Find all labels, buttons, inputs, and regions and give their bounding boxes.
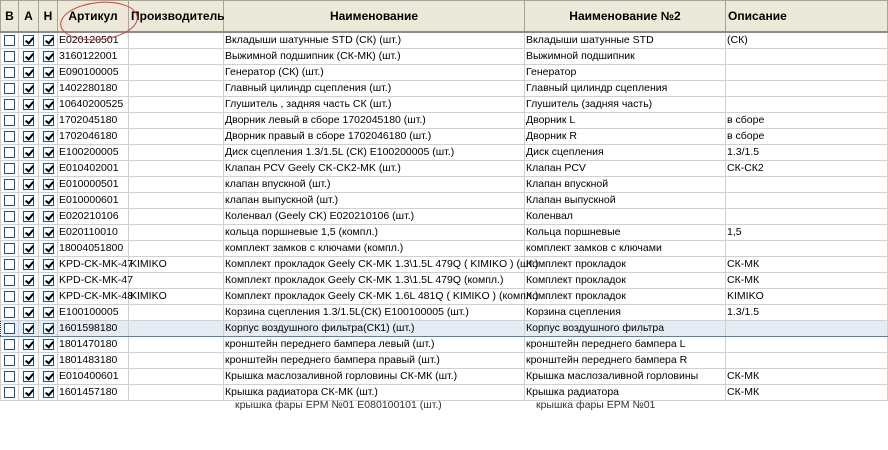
cell-article[interactable]: E020110010: [58, 225, 129, 241]
cell-v: [1, 337, 19, 353]
cell-a: [19, 273, 39, 289]
cell-name2[interactable]: Комплект прокладок: [525, 289, 726, 305]
cell-desc[interactable]: СК-МК: [726, 369, 888, 385]
checkbox-n[interactable]: [43, 371, 54, 382]
checkbox-a[interactable]: [23, 67, 34, 78]
cell-v: [1, 161, 19, 177]
cell-producer[interactable]: [129, 145, 224, 161]
column-header-producer[interactable]: Производитель: [129, 1, 224, 33]
cell-producer[interactable]: [129, 225, 224, 241]
cell-desc[interactable]: [726, 193, 888, 209]
cell-desc[interactable]: СК-МК: [726, 385, 888, 401]
checkbox-a[interactable]: [23, 227, 34, 238]
cell-name2[interactable]: Генератор: [525, 65, 726, 81]
checkbox-v[interactable]: [4, 243, 15, 254]
cell-name2[interactable]: Глушитель (задняя часть): [525, 97, 726, 113]
cell-a: [19, 209, 39, 225]
partial-row: [0, 399, 771, 413]
cell-name2[interactable]: Комплект прокладок: [525, 273, 726, 289]
cell-v: [1, 97, 19, 113]
checkbox-n[interactable]: [43, 355, 54, 366]
cell-a: [19, 113, 39, 129]
cell-name[interactable]: клапан выпускной (шт.): [224, 193, 525, 209]
checkbox-n[interactable]: [43, 51, 54, 62]
cell-desc[interactable]: [726, 49, 888, 65]
checkbox-v[interactable]: [4, 147, 15, 158]
checkbox-v[interactable]: [4, 115, 15, 126]
cell-v: [1, 32, 19, 49]
cell-name2[interactable]: Клапан выпускной: [525, 193, 726, 209]
cell-name[interactable]: Дворник левый в сборе 1702045180 (шт.): [224, 113, 525, 129]
cell-n: [39, 385, 58, 401]
cell-article[interactable]: 18004051800: [58, 241, 129, 257]
cell-v: [1, 369, 19, 385]
table-row[interactable]: [1, 385, 888, 401]
partial-row-name2: крышка фары EPM №01: [536, 399, 656, 411]
cell-a: [19, 369, 39, 385]
cell-article[interactable]: KPD-CK-MK-47: [58, 257, 129, 273]
cell-name[interactable]: Комплект прокладок Geely CK-MK 1.3\1.5L 479Q (компл.): [224, 273, 525, 289]
cell-a: [19, 337, 39, 353]
table-row[interactable]: [1, 209, 888, 225]
table-row[interactable]: [1, 289, 888, 305]
cell-n: [39, 65, 58, 81]
cell-a: [19, 289, 39, 305]
cell-name[interactable]: Крышка маслозаливной горловины СК-МК (шт.): [224, 369, 525, 385]
checkbox-a[interactable]: [23, 339, 34, 350]
checkbox-a[interactable]: [23, 83, 34, 94]
checkbox-n[interactable]: [43, 323, 54, 334]
cell-article[interactable]: E010000501: [58, 177, 129, 193]
checkbox-v[interactable]: [4, 99, 15, 110]
cell-producer[interactable]: [129, 305, 224, 321]
checkbox-a[interactable]: [23, 211, 34, 222]
cell-name[interactable]: клапан впускной (шт.): [224, 177, 525, 193]
checkbox-n[interactable]: [43, 83, 54, 94]
cell-v: [1, 289, 19, 305]
cell-name2[interactable]: Кольца поршневые: [525, 225, 726, 241]
cell-v: [1, 145, 19, 161]
cell-n: [39, 145, 58, 161]
checkbox-a[interactable]: [23, 51, 34, 62]
checkbox-v[interactable]: [4, 339, 15, 350]
cell-a: [19, 177, 39, 193]
cell-article[interactable]: 1801483180: [58, 353, 129, 369]
cell-desc[interactable]: [726, 209, 888, 225]
checkbox-n[interactable]: [43, 67, 54, 78]
checkbox-v[interactable]: [4, 51, 15, 62]
cell-name[interactable]: Комплект прокладок Geely CK-MK 1.3\1.5L 479Q ( KIMIKO ) (шт.): [224, 257, 525, 273]
cell-article[interactable]: 1702045180: [58, 113, 129, 129]
cell-name2[interactable]: Коленвал: [525, 209, 726, 225]
column-header-a[interactable]: А: [19, 1, 39, 33]
cell-name2[interactable]: Корзина сцепления: [525, 305, 726, 321]
checkbox-a[interactable]: [23, 323, 34, 334]
column-header-v[interactable]: В: [1, 1, 19, 33]
cell-v: [1, 225, 19, 241]
cell-desc[interactable]: KIMIKO: [726, 289, 888, 305]
checkbox-n[interactable]: [43, 211, 54, 222]
cell-name[interactable]: Выжимной подшипник (СК-МК) (шт.): [224, 49, 525, 65]
cell-producer[interactable]: [129, 49, 224, 65]
cell-article[interactable]: 1601598180: [58, 321, 129, 337]
cell-article[interactable]: KPD-CK-MK-47: [58, 273, 129, 289]
cell-desc[interactable]: СК-МК: [726, 257, 888, 273]
cell-article[interactable]: 3160122001: [58, 49, 129, 65]
cell-n: [39, 225, 58, 241]
checkbox-v[interactable]: [4, 35, 15, 46]
cell-producer[interactable]: [129, 81, 224, 97]
checkbox-v[interactable]: [4, 307, 15, 318]
cell-name[interactable]: Дворник правый в сборе 1702046180 (шт.): [224, 129, 525, 145]
cell-n: [39, 305, 58, 321]
cell-n: [39, 113, 58, 129]
cell-producer[interactable]: [129, 97, 224, 113]
cell-desc[interactable]: [726, 321, 888, 337]
checkbox-n[interactable]: [43, 291, 54, 302]
cell-producer[interactable]: [129, 241, 224, 257]
column-header-desc[interactable]: Описание: [726, 1, 888, 33]
table-row[interactable]: [1, 193, 888, 209]
table-row[interactable]: [1, 81, 888, 97]
column-header-article[interactable]: Артикул: [58, 1, 129, 33]
cell-v: [1, 81, 19, 97]
cell-desc[interactable]: в сборе: [726, 113, 888, 129]
cell-name[interactable]: Вкладыши шатунные STD (СК) (шт.): [224, 32, 525, 49]
cell-name[interactable]: Главный цилиндр сцепления (шт.): [224, 81, 525, 97]
cell-desc[interactable]: [726, 177, 888, 193]
cell-name2[interactable]: Диск сцепления: [525, 145, 726, 161]
cell-name2[interactable]: Клапан PCV: [525, 161, 726, 177]
cell-producer[interactable]: [129, 385, 224, 401]
checkbox-v[interactable]: [4, 83, 15, 94]
cell-producer[interactable]: [129, 337, 224, 353]
cell-a: [19, 49, 39, 65]
cell-name2[interactable]: Выжимной подшипник: [525, 49, 726, 65]
cell-producer[interactable]: [129, 161, 224, 177]
table-row[interactable]: [1, 225, 888, 241]
column-header-n[interactable]: Н: [39, 1, 58, 33]
checkbox-a[interactable]: [23, 131, 34, 142]
cell-v: [1, 49, 19, 65]
cell-name[interactable]: Глушитель , задняя часть СК (шт.): [224, 97, 525, 113]
cell-article[interactable]: 1601457180: [58, 385, 129, 401]
cell-name[interactable]: Корзина сцепления 1.3/1.5L(СК) E100100005 (шт.): [224, 305, 525, 321]
cell-producer[interactable]: [129, 129, 224, 145]
cell-v: [1, 129, 19, 145]
table-row[interactable]: [1, 241, 888, 257]
checkbox-n[interactable]: [43, 195, 54, 206]
checkbox-a[interactable]: [23, 35, 34, 46]
cell-name[interactable]: комплект замков с ключами (компл.): [224, 241, 525, 257]
cell-producer[interactable]: [129, 177, 224, 193]
cell-article[interactable]: 1402280180: [58, 81, 129, 97]
checkbox-a[interactable]: [23, 291, 34, 302]
checkbox-a[interactable]: [23, 99, 34, 110]
checkbox-n[interactable]: [43, 259, 54, 270]
checkbox-n[interactable]: [43, 275, 54, 286]
checkbox-v[interactable]: [4, 227, 15, 238]
checkbox-v[interactable]: [4, 67, 15, 78]
cell-producer[interactable]: [129, 193, 224, 209]
cell-producer[interactable]: [129, 353, 224, 369]
cell-name2[interactable]: Дворник R: [525, 129, 726, 145]
cell-article[interactable]: 1702046180: [58, 129, 129, 145]
checkbox-v[interactable]: [4, 355, 15, 366]
cell-name[interactable]: Коленвал (Geely CK) E020210106 (шт.): [224, 209, 525, 225]
table-row[interactable]: [1, 145, 888, 161]
column-header-name2[interactable]: Наименование №2: [525, 1, 726, 33]
checkbox-n[interactable]: [43, 147, 54, 158]
cell-n: [39, 97, 58, 113]
checkbox-v[interactable]: [4, 211, 15, 222]
checkbox-a[interactable]: [23, 163, 34, 174]
cell-a: [19, 81, 39, 97]
table-row[interactable]: [1, 273, 888, 289]
checkbox-a[interactable]: [23, 195, 34, 206]
cell-desc[interactable]: в сборе: [726, 129, 888, 145]
cell-v: [1, 65, 19, 81]
cell-v: [1, 273, 19, 289]
cell-article[interactable]: E010000601: [58, 193, 129, 209]
table-row[interactable]: [1, 49, 888, 65]
cell-n: [39, 161, 58, 177]
checkbox-n[interactable]: [43, 387, 54, 398]
cell-producer[interactable]: [129, 369, 224, 385]
cell-a: [19, 305, 39, 321]
column-header-name[interactable]: Наименование: [224, 1, 525, 33]
checkbox-n[interactable]: [43, 163, 54, 174]
cell-producer[interactable]: [129, 65, 224, 81]
table-row[interactable]: [1, 97, 888, 113]
cell-n: [39, 241, 58, 257]
checkbox-n[interactable]: [43, 243, 54, 254]
table-row[interactable]: [1, 321, 888, 337]
checkbox-a[interactable]: [23, 259, 34, 270]
checkbox-n[interactable]: [43, 339, 54, 350]
cell-producer[interactable]: [129, 209, 224, 225]
cell-name2[interactable]: Комплект прокладок: [525, 257, 726, 273]
cell-name[interactable]: Диск сцепления 1.3/1.5L (СК) E100200005 (шт.): [224, 145, 525, 161]
cell-article[interactable]: E010402001: [58, 161, 129, 177]
header-row: [1, 1, 888, 33]
cell-article[interactable]: KPD-CK-MK-48: [58, 289, 129, 305]
table-row[interactable]: [1, 337, 888, 353]
cell-desc[interactable]: [726, 97, 888, 113]
cell-article[interactable]: 10640200525: [58, 97, 129, 113]
checkbox-n[interactable]: [43, 179, 54, 190]
cell-a: [19, 129, 39, 145]
cell-producer[interactable]: KIMIKO: [129, 289, 224, 305]
checkbox-v[interactable]: [4, 275, 15, 286]
checkbox-v[interactable]: [4, 291, 15, 302]
cell-a: [19, 161, 39, 177]
checkbox-n[interactable]: [43, 131, 54, 142]
cell-n: [39, 257, 58, 273]
cell-name[interactable]: Крышка радиатора СК-МК (шт.): [224, 385, 525, 401]
cell-name2[interactable]: Клапан впускной: [525, 177, 726, 193]
cell-producer[interactable]: KIMIKO: [129, 257, 224, 273]
cell-n: [39, 289, 58, 305]
checkbox-v[interactable]: [4, 387, 15, 398]
cell-name2[interactable]: Крышка маслозаливной горловины: [525, 369, 726, 385]
cell-producer[interactable]: [129, 321, 224, 337]
cell-v: [1, 353, 19, 369]
cell-name[interactable]: Генератор (СК) (шт.): [224, 65, 525, 81]
cell-name2[interactable]: Крышка радиатора: [525, 385, 726, 401]
table-row[interactable]: [1, 177, 888, 193]
table-row[interactable]: [1, 65, 888, 81]
checkbox-a[interactable]: [23, 243, 34, 254]
cell-v: [1, 193, 19, 209]
checkbox-v[interactable]: [4, 371, 15, 382]
checkbox-v[interactable]: [4, 179, 15, 190]
cell-name2[interactable]: Корпус воздушного фильтра: [525, 321, 726, 337]
table-row[interactable]: [1, 369, 888, 385]
table-row[interactable]: [1, 129, 888, 145]
cell-desc[interactable]: (СК): [726, 32, 888, 49]
cell-v: [1, 209, 19, 225]
cell-v: [1, 385, 19, 401]
checkbox-a[interactable]: [23, 115, 34, 126]
checkbox-a[interactable]: [23, 387, 34, 398]
cell-name[interactable]: кронштейн переднего бампера левый (шт.): [224, 337, 525, 353]
cell-desc[interactable]: СК-СК2: [726, 161, 888, 177]
checkbox-v[interactable]: [4, 195, 15, 206]
cell-name[interactable]: кронштейн переднего бампера правый (шт.): [224, 353, 525, 369]
cell-producer[interactable]: [129, 32, 224, 49]
checkbox-n[interactable]: [43, 115, 54, 126]
cell-n: [39, 337, 58, 353]
cell-a: [19, 225, 39, 241]
checkbox-a[interactable]: [23, 355, 34, 366]
cell-n: [39, 193, 58, 209]
cell-desc[interactable]: 1.3/1.5: [726, 305, 888, 321]
cell-n: [39, 369, 58, 385]
checkbox-a[interactable]: [23, 275, 34, 286]
cell-name2[interactable]: Главный цилиндр сцепления: [525, 81, 726, 97]
cell-a: [19, 385, 39, 401]
cell-name[interactable]: Корпус воздушного фильтра(СК1) (шт.): [224, 321, 525, 337]
table-row[interactable]: [1, 257, 888, 273]
checkbox-a[interactable]: [23, 147, 34, 158]
checkbox-a[interactable]: [23, 371, 34, 382]
cell-a: [19, 145, 39, 161]
cell-v: [1, 177, 19, 193]
cell-producer[interactable]: [129, 113, 224, 129]
cell-desc[interactable]: [726, 65, 888, 81]
cell-n: [39, 209, 58, 225]
cell-name2[interactable]: кронштейн переднего бампера L: [525, 337, 726, 353]
table-row[interactable]: [1, 161, 888, 177]
cell-article[interactable]: E090100005: [58, 65, 129, 81]
cell-n: [39, 49, 58, 65]
table-row[interactable]: [1, 113, 888, 129]
cell-desc[interactable]: 1.3/1.5: [726, 145, 888, 161]
checkbox-v[interactable]: [4, 163, 15, 174]
checkbox-n[interactable]: [43, 307, 54, 318]
cell-name[interactable]: Клапан PCV Geely CK-CK2-MK (шт.): [224, 161, 525, 177]
cell-n: [39, 321, 58, 337]
cell-name[interactable]: кольца поршневые 1,5 (компл.): [224, 225, 525, 241]
cell-article[interactable]: E020210106: [58, 209, 129, 225]
cell-article[interactable]: 1801470180: [58, 337, 129, 353]
cell-a: [19, 32, 39, 49]
cell-name2[interactable]: кронштейн переднего бампера R: [525, 353, 726, 369]
cell-article[interactable]: E010400601: [58, 369, 129, 385]
cell-name[interactable]: Комплект прокладок Geely CK-MK 1.6L 481Q ( KIMIKO ) (компл.): [224, 289, 525, 305]
cell-v: [1, 113, 19, 129]
cell-article[interactable]: E100100005: [58, 305, 129, 321]
cell-a: [19, 97, 39, 113]
cell-name2[interactable]: комплект замков с ключами: [525, 241, 726, 257]
cell-n: [39, 273, 58, 289]
cell-n: [39, 81, 58, 97]
cell-v: [1, 257, 19, 273]
checkbox-n[interactable]: [43, 227, 54, 238]
cell-a: [19, 193, 39, 209]
checkbox-a[interactable]: [23, 179, 34, 190]
cell-a: [19, 257, 39, 273]
checkbox-v[interactable]: [4, 131, 15, 142]
cell-desc[interactable]: [726, 353, 888, 369]
cell-producer[interactable]: [129, 273, 224, 289]
cell-v: [1, 241, 19, 257]
cell-desc[interactable]: СК-МК: [726, 273, 888, 289]
cell-desc[interactable]: [726, 241, 888, 257]
cell-n: [39, 177, 58, 193]
cell-desc[interactable]: 1,5: [726, 225, 888, 241]
cell-v: [1, 321, 19, 337]
cell-n: [39, 129, 58, 145]
table-row[interactable]: [1, 32, 888, 49]
cell-name2[interactable]: Дворник L: [525, 113, 726, 129]
table-row[interactable]: [1, 353, 888, 369]
checkbox-n[interactable]: [43, 35, 54, 46]
cell-article[interactable]: E020120501: [58, 32, 129, 49]
cell-a: [19, 65, 39, 81]
cell-v: [1, 305, 19, 321]
cell-a: [19, 353, 39, 369]
cell-n: [39, 32, 58, 49]
cell-n: [39, 353, 58, 369]
checkbox-n[interactable]: [43, 99, 54, 110]
partial-row-name: крышка фары EPM №01 E080100101 (шт.): [235, 399, 442, 411]
checkbox-v[interactable]: [4, 259, 15, 270]
cell-a: [19, 321, 39, 337]
cell-name2[interactable]: Вкладыши шатунные STD: [525, 32, 726, 49]
cell-article[interactable]: E100200005: [58, 145, 129, 161]
cell-desc[interactable]: [726, 337, 888, 353]
checkbox-a[interactable]: [23, 307, 34, 318]
cell-a: [19, 241, 39, 257]
cell-desc[interactable]: [726, 81, 888, 97]
checkbox-v[interactable]: [4, 323, 15, 334]
table-row[interactable]: [1, 305, 888, 321]
